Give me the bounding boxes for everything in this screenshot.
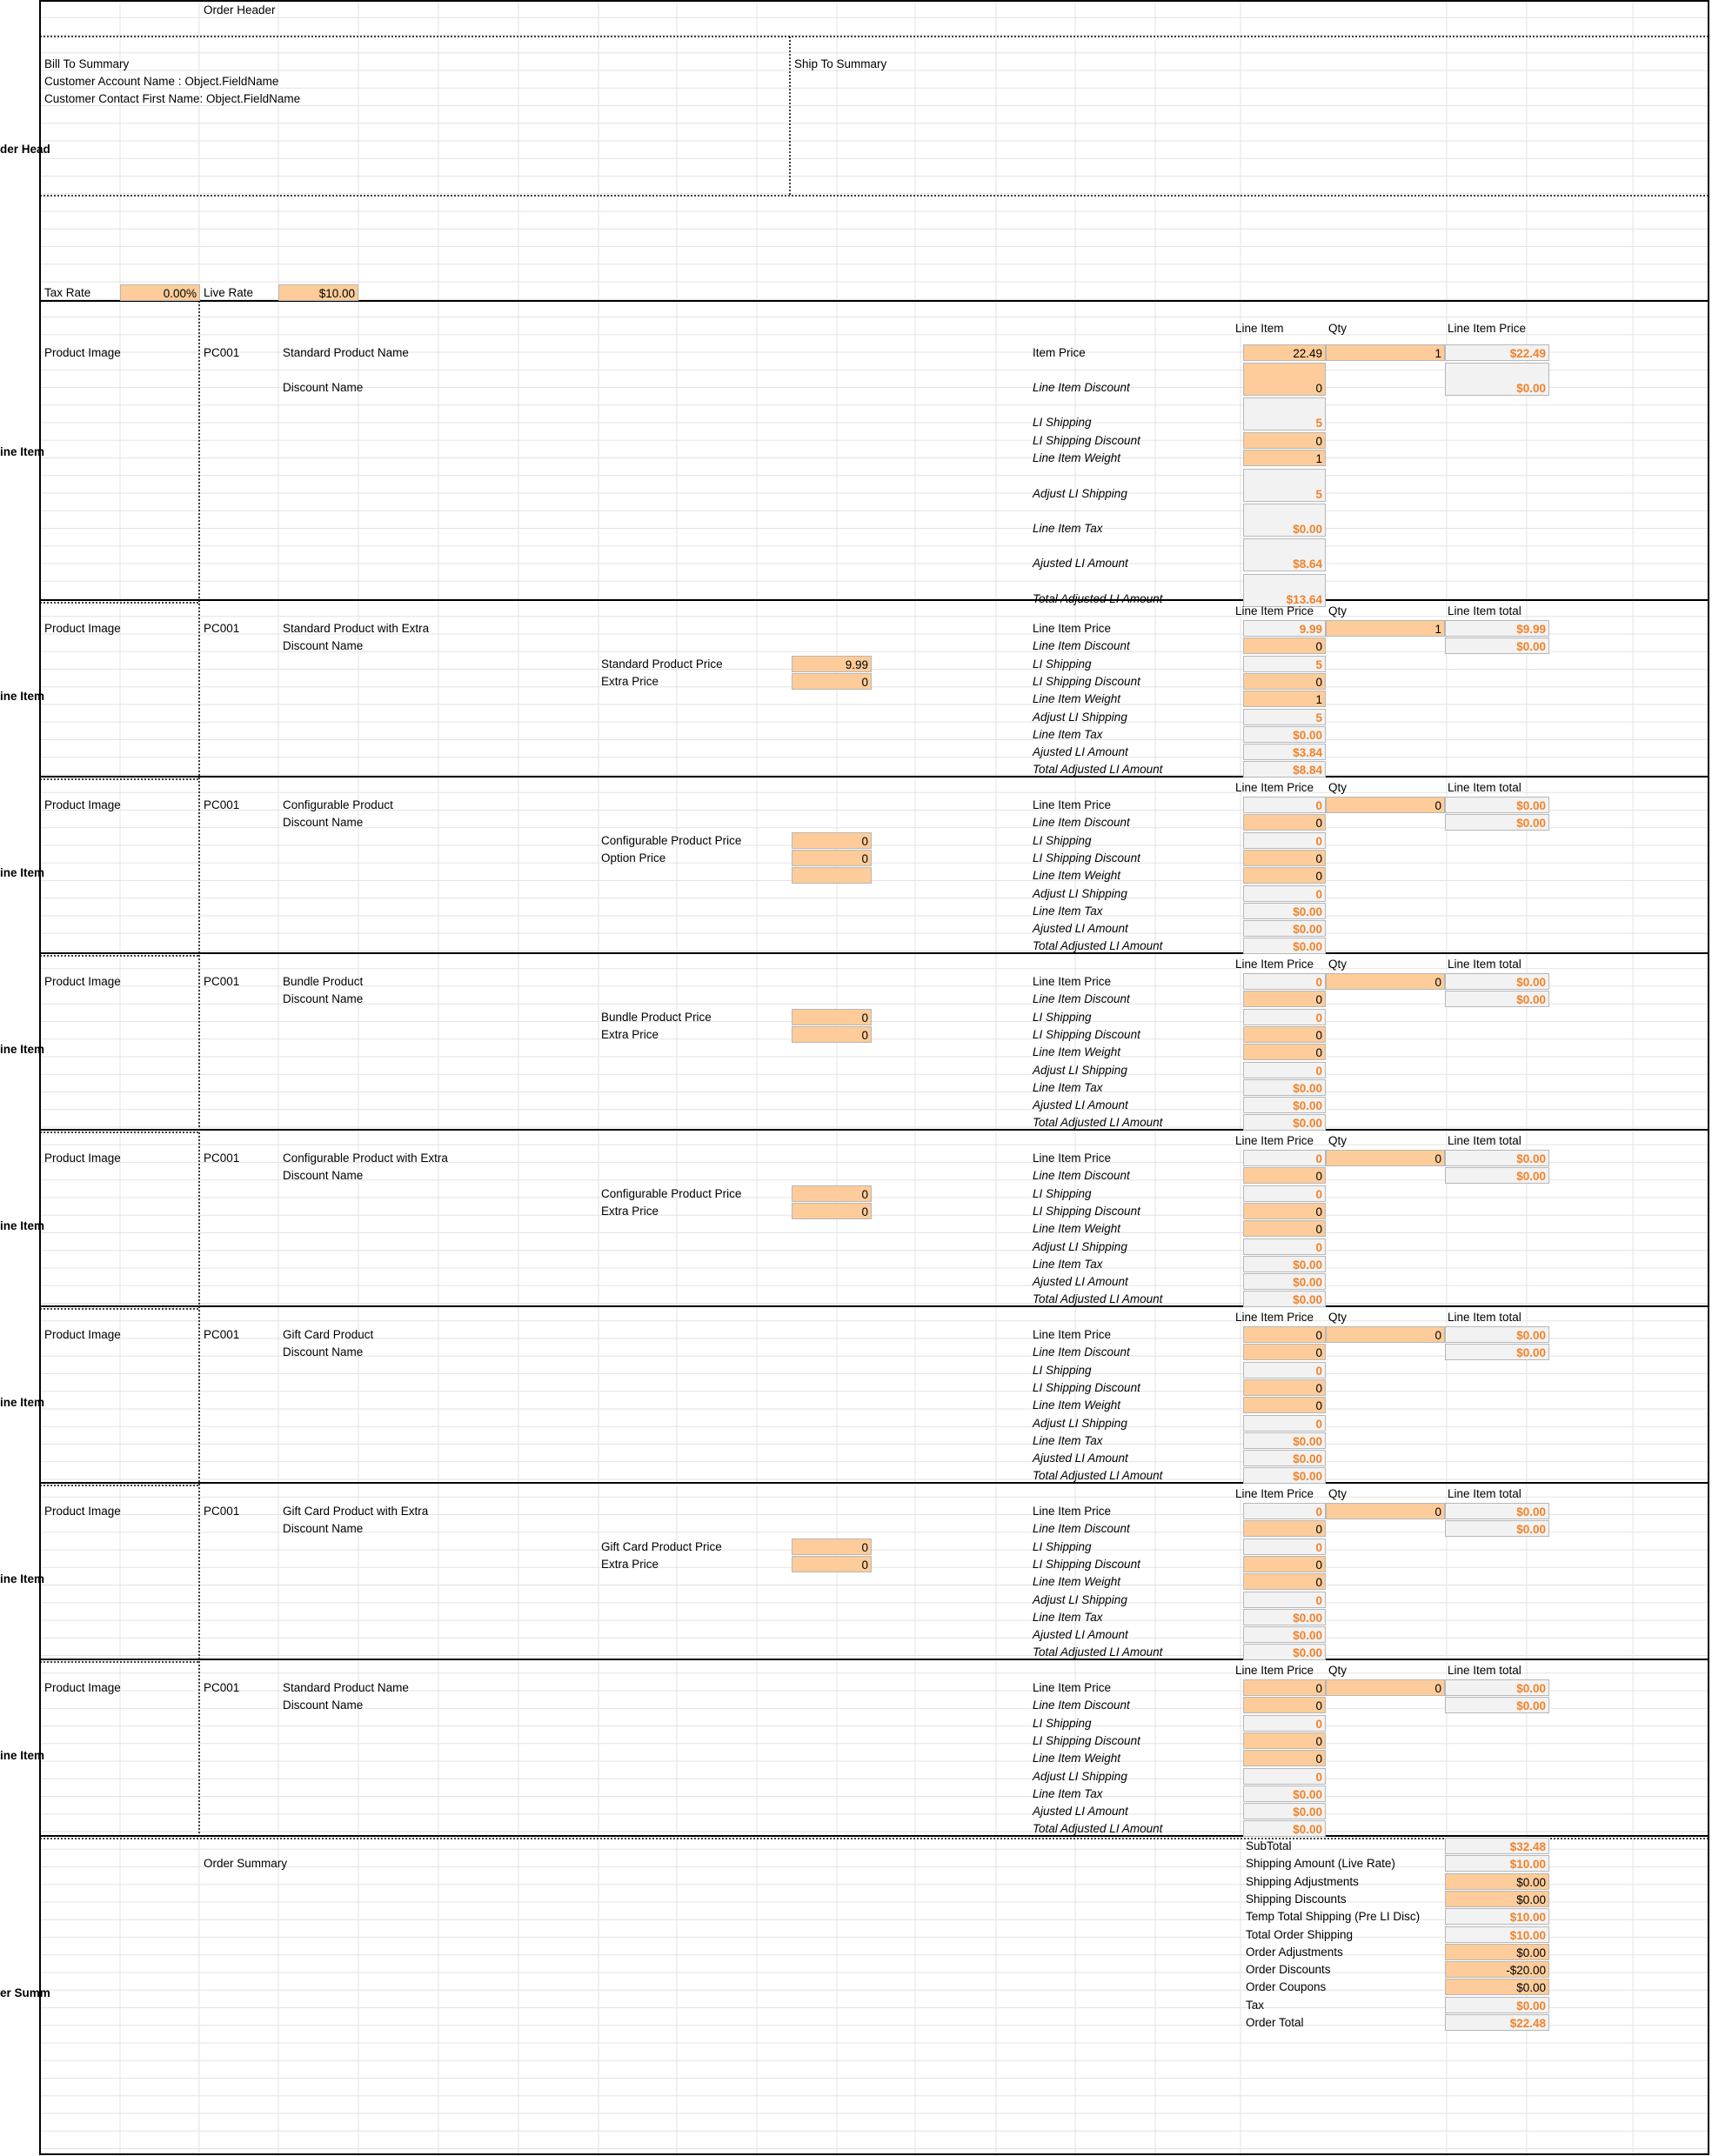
col-header-qty: Qty [1328, 322, 1348, 335]
field-value[interactable]: 0 [1243, 1203, 1326, 1219]
summary-label: Order Total [1246, 2016, 1304, 2029]
field-value[interactable]: 0 [1243, 1326, 1326, 1343]
discount-name: Discount Name [283, 1169, 364, 1183]
discount-name: Discount Name [283, 1522, 364, 1536]
line-item-total: $0.00 [1445, 797, 1549, 813]
discount-name: Discount Name [283, 381, 364, 394]
field-label: Line Item Tax [1033, 1610, 1103, 1624]
field-label: Adjust LI Shipping [1033, 1063, 1127, 1077]
field-label: LI Shipping Discount [1033, 674, 1140, 688]
field-label: Line Item Discount [1033, 1699, 1130, 1712]
summary-label: Order Coupons [1246, 1980, 1327, 1994]
field-value[interactable]: 0 [1243, 1750, 1326, 1766]
field-value[interactable]: 1 [1243, 691, 1326, 707]
summary-label: Total Order Shipping [1246, 1927, 1354, 1941]
line-item-total: $0.00 [1445, 1150, 1549, 1166]
field-label: Line Item Discount [1033, 1169, 1130, 1183]
extra-price-input[interactable]: 0 [792, 1009, 872, 1025]
field-value: 0 [1243, 1715, 1326, 1732]
field-label: Line Item Price [1033, 1505, 1112, 1518]
col-header-qty: Qty [1328, 1664, 1348, 1677]
line-item-total: $0.00 [1445, 637, 1549, 654]
summary-label: Order Adjustments [1246, 1945, 1343, 1959]
col-header-qty: Qty [1328, 1487, 1348, 1500]
extra-price-label [599, 867, 604, 884]
tax-rate-label: Tax Rate [44, 286, 91, 299]
section-label-line-item: ine Item [0, 1749, 45, 1762]
product-name: Gift Card Product with Extra [283, 1505, 429, 1518]
field-value: $0.00 [1243, 1803, 1326, 1819]
col-header-qty: Qty [1328, 958, 1348, 971]
field-value[interactable]: 0 [1243, 814, 1326, 831]
field-label: Adjust LI Shipping [1033, 710, 1127, 724]
field-label: Adjust LI Shipping [1033, 1416, 1127, 1430]
field-label: LI Shipping Discount [1033, 1380, 1140, 1394]
col-header-qty: Qty [1328, 1311, 1348, 1324]
field-value: $8.84 [1243, 761, 1326, 778]
field-value: 0 [1243, 1592, 1326, 1608]
field-value: 5 [1243, 469, 1326, 502]
field-label: Line Item Discount [1033, 1345, 1130, 1359]
qty-input[interactable]: 0 [1326, 797, 1445, 813]
product-image: Product Image [44, 1681, 121, 1694]
field-label: Line Item Weight [1033, 1398, 1121, 1412]
field-value: $0.00 [1243, 1626, 1326, 1643]
field-label: Total Adjusted LI Amount [1033, 763, 1163, 777]
field-value[interactable]: 0 [1243, 363, 1326, 396]
col-header-qty: Qty [1328, 781, 1348, 794]
field-label: Line Item Price [1033, 1151, 1112, 1165]
field-label: Adjust LI Shipping [1033, 487, 1127, 500]
line-item-total: $0.00 [1445, 991, 1549, 1007]
field-label: Line Item Weight [1033, 1222, 1121, 1236]
qty-input[interactable]: 0 [1326, 1503, 1445, 1519]
field-value: 0 [1243, 797, 1326, 813]
field-label: LI Shipping Discount [1033, 1733, 1140, 1747]
field-value: 5 [1243, 397, 1326, 431]
field-label: LI Shipping [1033, 416, 1092, 429]
col-header-total: Line Item total [1448, 1487, 1521, 1500]
line-item-total: $0.00 [1445, 1697, 1549, 1713]
field-value: $0.00 [1243, 1450, 1326, 1466]
field-label: Line Item Weight [1033, 451, 1121, 464]
field-label: Adjust LI Shipping [1033, 886, 1127, 900]
col-header-qty: Qty [1328, 604, 1348, 617]
field-value: $0.00 [1243, 1467, 1326, 1484]
section-label-line-item: ine Item [0, 1572, 45, 1585]
line-item-total: $9.99 [1445, 620, 1549, 637]
live-rate-label: Live Rate [204, 286, 254, 299]
field-value: 0 [1243, 1150, 1326, 1166]
field-value[interactable]: 0 [1243, 1044, 1326, 1060]
extra-price-label: Gift Card Product Price [601, 1539, 722, 1553]
field-value: $0.00 [1243, 1114, 1326, 1131]
product-name: Standard Product Name [283, 346, 409, 359]
field-value[interactable]: 22.49 [1243, 344, 1326, 361]
field-value[interactable]: 0 [1243, 1344, 1326, 1360]
field-value: $0.00 [1243, 1432, 1326, 1449]
field-label: Line Item Tax [1033, 1257, 1103, 1271]
qty-input[interactable]: 0 [1326, 973, 1445, 990]
field-value: $0.00 [1243, 1609, 1326, 1625]
field-value[interactable]: 0 [1243, 1379, 1326, 1396]
field-value: $13.64 [1243, 574, 1326, 607]
field-value: 0 [1243, 832, 1326, 849]
extra-price-label: Standard Product Price [601, 657, 723, 671]
field-label: Total Adjusted LI Amount [1033, 1292, 1163, 1306]
field-value[interactable]: 0 [1243, 673, 1326, 690]
product-image: Product Image [44, 798, 121, 811]
field-label: Total Adjusted LI Amount [1033, 592, 1163, 605]
section-label-line-item: ine Item [0, 445, 45, 458]
field-value: $0.00 [1243, 1291, 1326, 1307]
field-label: Total Adjusted LI Amount [1033, 1645, 1163, 1659]
field-label: Line Item Discount [1033, 639, 1130, 653]
product-name: Standard Product with Extra [283, 622, 430, 635]
field-value: $0.00 [1243, 1820, 1326, 1837]
field-value: 0 [1243, 1768, 1326, 1785]
col-header-line-item: Line Item Price [1235, 1311, 1314, 1324]
field-label: Line Item Discount [1033, 1522, 1130, 1536]
product-image: Product Image [44, 975, 121, 988]
summary-value[interactable]: $0.00 [1445, 1891, 1549, 1907]
product-code: PC001 [204, 1328, 240, 1341]
field-value: $0.00 [1243, 938, 1326, 954]
live-rate-input[interactable]: $10.00 [278, 284, 358, 301]
qty-input[interactable]: 1 [1326, 344, 1445, 361]
extra-price-label: Configurable Product Price [601, 1186, 742, 1200]
extra-price-input[interactable] [792, 867, 872, 884]
summary-value: $10.00 [1445, 1908, 1549, 1925]
section-label-line-item: ine Item [0, 690, 45, 703]
field-label: LI Shipping Discount [1033, 1557, 1140, 1571]
discount-name: Discount Name [283, 816, 364, 830]
field-value: $0.00 [1243, 1256, 1326, 1272]
field-value[interactable]: 0 [1243, 991, 1326, 1007]
product-code: PC001 [204, 798, 240, 811]
line-item-total: $0.00 [1445, 1167, 1549, 1184]
summary-label: Shipping Amount (Live Rate) [1246, 1857, 1395, 1871]
qty-input[interactable]: 1 [1326, 620, 1445, 637]
field-value: 0 [1243, 1415, 1326, 1432]
customer-account-name[interactable]: Customer Account Name : Object.FieldName [44, 75, 279, 88]
field-value: 0 [1243, 1009, 1326, 1025]
col-header-qty: Qty [1328, 1134, 1348, 1147]
product-image: Product Image [44, 622, 121, 635]
line-item-total: $0.00 [1445, 1520, 1549, 1537]
field-value: $0.00 [1243, 1097, 1326, 1113]
line-item-total: $0.00 [1445, 363, 1549, 396]
field-value: 0 [1243, 885, 1326, 902]
field-value[interactable]: 0 [1243, 432, 1326, 449]
col-header-line-item: Line Item Price [1235, 1134, 1314, 1147]
line-item-total: $22.49 [1445, 344, 1549, 361]
product-code: PC001 [204, 346, 240, 359]
line-item-total: $0.00 [1445, 814, 1549, 831]
section-label-line-item: ine Item [0, 1043, 45, 1056]
discount-name: Discount Name [283, 992, 364, 1006]
field-label: Total Adjusted LI Amount [1033, 1822, 1163, 1836]
field-value[interactable]: 0 [1243, 1397, 1326, 1413]
field-label: Line Item Weight [1033, 869, 1121, 883]
field-label: LI Shipping Discount [1033, 434, 1140, 447]
field-value: 0 [1243, 1539, 1326, 1555]
field-label: Total Adjusted LI Amount [1033, 1469, 1163, 1483]
col-header-total: Line Item total [1448, 1311, 1521, 1324]
summary-value[interactable]: $0.00 [1445, 1979, 1549, 1995]
field-value[interactable]: 0 [1243, 1520, 1326, 1537]
field-label: Ajusted LI Amount [1033, 922, 1128, 936]
field-value: 0 [1243, 973, 1326, 990]
field-value: 0 [1243, 1503, 1326, 1519]
extra-price-label: Extra Price [601, 674, 659, 688]
field-value: $0.00 [1243, 1273, 1326, 1290]
field-value[interactable]: 0 [1243, 867, 1326, 884]
line-item-total: $0.00 [1445, 1503, 1549, 1519]
bill-to-title: Bill To Summary [44, 57, 130, 70]
summary-label: SubTotal [1246, 1839, 1292, 1852]
field-label: LI Shipping Discount [1033, 851, 1140, 864]
field-value: 5 [1243, 656, 1326, 672]
product-image: Product Image [44, 1328, 121, 1341]
product-code: PC001 [204, 1505, 240, 1518]
extra-price-input[interactable]: 0 [792, 1203, 872, 1219]
field-value: $8.64 [1243, 538, 1326, 571]
summary-value: $22.48 [1445, 2014, 1549, 2031]
col-header-line-item: Line Item [1235, 322, 1284, 335]
field-label: Line Item Weight [1033, 1045, 1121, 1059]
field-value: $0.00 [1243, 1079, 1326, 1096]
field-label: Ajusted LI Amount [1033, 557, 1128, 570]
field-value: $0.00 [1243, 903, 1326, 919]
summary-label: Order Discounts [1246, 1963, 1331, 1977]
field-label: Line Item Price [1033, 1328, 1112, 1341]
field-value[interactable]: 0 [1243, 1220, 1326, 1237]
field-value[interactable]: 0 [1243, 850, 1326, 866]
extra-price-input[interactable]: 0 [792, 1539, 872, 1555]
tax-rate-input[interactable]: 0.00% [120, 284, 200, 301]
field-label: Line Item Tax [1033, 727, 1103, 741]
field-label: Total Adjusted LI Amount [1033, 1116, 1163, 1130]
col-header-total: Line Item total [1448, 781, 1521, 794]
order-header-title: Order Header [204, 3, 276, 17]
col-header-total: Line Item total [1448, 604, 1521, 617]
line-item-total: $0.00 [1445, 1326, 1549, 1343]
field-value: $0.00 [1243, 920, 1326, 937]
field-label: Line Item Tax [1033, 1433, 1103, 1447]
product-image: Product Image [44, 1151, 121, 1165]
extra-price-input[interactable]: 0 [792, 1556, 872, 1572]
order-summary-title: Order Summary [204, 1857, 288, 1870]
col-header-total: Line Item total [1448, 958, 1521, 971]
field-value[interactable]: 0 [1243, 637, 1326, 654]
product-name: Gift Card Product [283, 1328, 374, 1341]
field-label: Line Item Price [1033, 1681, 1112, 1694]
field-label: Ajusted LI Amount [1033, 1805, 1128, 1819]
qty-input[interactable]: 0 [1326, 1326, 1445, 1343]
col-header-total: Line Item Price [1448, 322, 1527, 335]
line-item-total: $0.00 [1445, 1344, 1549, 1360]
product-code: PC001 [204, 1151, 240, 1165]
extra-price-label: Extra Price [601, 1557, 659, 1571]
summary-value: $10.00 [1445, 1926, 1549, 1943]
field-value: $0.00 [1243, 1786, 1326, 1802]
extra-price-input[interactable]: 0 [792, 1026, 872, 1043]
line-item-total: $0.00 [1445, 1679, 1549, 1696]
summary-label: Shipping Adjustments [1246, 1874, 1359, 1888]
field-label: Line Item Weight [1033, 1575, 1121, 1589]
col-header-total: Line Item total [1448, 1134, 1521, 1147]
field-label: Line Item Price [1033, 622, 1112, 635]
field-label: Adjust LI Shipping [1033, 1592, 1127, 1606]
field-label: Line Item Tax [1033, 522, 1103, 535]
field-label: Line Item Discount [1033, 816, 1130, 830]
extra-price-label: Option Price [601, 851, 666, 864]
field-value: 0 [1243, 1238, 1326, 1255]
col-header-line-item: Line Item Price [1235, 1487, 1314, 1500]
section-label-line-item: ine Item [0, 1396, 45, 1409]
summary-value[interactable]: $0.00 [1445, 1873, 1549, 1890]
field-label: LI Shipping [1033, 1186, 1092, 1200]
field-label: LI Shipping [1033, 1716, 1092, 1730]
field-value: $0.00 [1243, 504, 1326, 537]
summary-value: $10.00 [1445, 1855, 1549, 1872]
field-value: 5 [1243, 709, 1326, 725]
field-label: Ajusted LI Amount [1033, 1098, 1128, 1112]
field-value: $0.00 [1243, 726, 1326, 743]
extra-price-input[interactable]: 0 [792, 850, 872, 866]
field-label: Line Item Weight [1033, 1752, 1121, 1766]
field-label: Line Item Price [1033, 975, 1112, 988]
col-header-line-item: Line Item Price [1235, 1664, 1314, 1677]
product-name: Bundle Product [283, 975, 364, 988]
field-value[interactable]: 0 [1243, 1679, 1326, 1696]
product-image: Product Image [44, 346, 121, 359]
product-image: Product Image [44, 1505, 121, 1518]
product-name: Configurable Product with Extra [283, 1151, 448, 1165]
field-label: LI Shipping [1033, 1539, 1092, 1553]
section-label-line-item: ine Item [0, 1219, 45, 1232]
summary-label: Shipping Discounts [1246, 1892, 1347, 1906]
field-value[interactable]: 0 [1243, 1732, 1326, 1749]
field-label: Ajusted LI Amount [1033, 1628, 1128, 1642]
field-label: Ajusted LI Amount [1033, 1452, 1128, 1465]
col-header-line-item: Line Item Price [1235, 604, 1314, 617]
field-value: 9.99 [1243, 620, 1326, 637]
product-name: Configurable Product [283, 798, 393, 811]
discount-name: Discount Name [283, 1345, 364, 1359]
discount-name: Discount Name [283, 639, 364, 653]
extra-price-input[interactable]: 0 [792, 673, 872, 690]
col-header-line-item: Line Item Price [1235, 958, 1314, 971]
field-label: Line Item Tax [1033, 1786, 1103, 1800]
qty-input[interactable]: 0 [1326, 1150, 1445, 1166]
field-label: Line Item Discount [1033, 992, 1130, 1006]
field-value[interactable]: 1 [1243, 450, 1326, 466]
summary-value[interactable]: -$20.00 [1445, 1961, 1549, 1978]
extra-price-label: Bundle Product Price [601, 1010, 712, 1024]
summary-label: Tax [1246, 1998, 1265, 2012]
field-value[interactable]: 0 [1243, 1556, 1326, 1572]
customer-contact-first-name[interactable]: Customer Contact First Name: Object.FieldName [44, 92, 301, 105]
field-label: Line Item Discount [1033, 381, 1130, 394]
section-label-line-item: ine Item [0, 866, 45, 879]
field-label: Adjust LI Shipping [1033, 1769, 1127, 1783]
product-code: PC001 [204, 1681, 240, 1694]
field-label: LI Shipping [1033, 657, 1092, 671]
col-header-line-item: Line Item Price [1235, 781, 1314, 794]
product-code: PC001 [204, 622, 240, 635]
extra-price-input[interactable]: 0 [792, 832, 872, 849]
ship-to-title: Ship To Summary [794, 57, 887, 70]
field-label: Line Item Tax [1033, 904, 1103, 918]
field-value[interactable]: 0 [1243, 1697, 1326, 1713]
field-value: 0 [1243, 1362, 1326, 1378]
summary-label: Temp Total Shipping (Pre LI Disc) [1246, 1910, 1421, 1924]
field-label: Ajusted LI Amount [1033, 745, 1128, 759]
field-label: Ajusted LI Amount [1033, 1275, 1128, 1289]
line-item-total: $0.00 [1445, 973, 1549, 990]
field-value: $0.00 [1243, 1644, 1326, 1660]
summary-value: $32.48 [1445, 1838, 1549, 1854]
field-label: LI Shipping Discount [1033, 1204, 1140, 1218]
field-value: 0 [1243, 1185, 1326, 1202]
field-label: LI Shipping [1033, 1010, 1092, 1024]
field-value: 0 [1243, 1062, 1326, 1078]
product-code: PC001 [204, 975, 240, 988]
section-label-order-summary: er Summ [0, 1986, 50, 1999]
qty-input[interactable]: 0 [1326, 1679, 1445, 1696]
field-label: Line Item Price [1033, 798, 1112, 811]
field-value[interactable]: 0 [1243, 1026, 1326, 1043]
field-value[interactable]: 0 [1243, 1573, 1326, 1590]
field-label: Total Adjusted LI Amount [1033, 939, 1163, 953]
field-value: $3.84 [1243, 744, 1326, 760]
field-label: LI Shipping Discount [1033, 1027, 1140, 1041]
field-label: Line Item Tax [1033, 1080, 1103, 1094]
extra-price-label: Configurable Product Price [601, 833, 742, 847]
field-value[interactable]: 0 [1243, 1167, 1326, 1184]
field-label: Adjust LI Shipping [1033, 1239, 1127, 1253]
extra-price-label: Extra Price [601, 1204, 659, 1218]
field-label: Item Price [1033, 346, 1086, 359]
extra-price-input[interactable]: 0 [792, 1185, 872, 1202]
field-label: LI Shipping [1033, 833, 1092, 847]
discount-name: Discount Name [283, 1699, 364, 1712]
product-name: Standard Product Name [283, 1681, 409, 1694]
col-header-total: Line Item total [1448, 1664, 1521, 1677]
summary-value: $0.00 [1445, 1997, 1549, 2013]
field-label: Line Item Weight [1033, 692, 1121, 706]
extra-price-input[interactable]: 9.99 [792, 656, 872, 672]
summary-value[interactable]: $0.00 [1445, 1944, 1549, 1960]
extra-price-label: Extra Price [601, 1027, 659, 1041]
section-label-order-header: der Head [0, 143, 50, 156]
field-label: LI Shipping [1033, 1363, 1092, 1377]
